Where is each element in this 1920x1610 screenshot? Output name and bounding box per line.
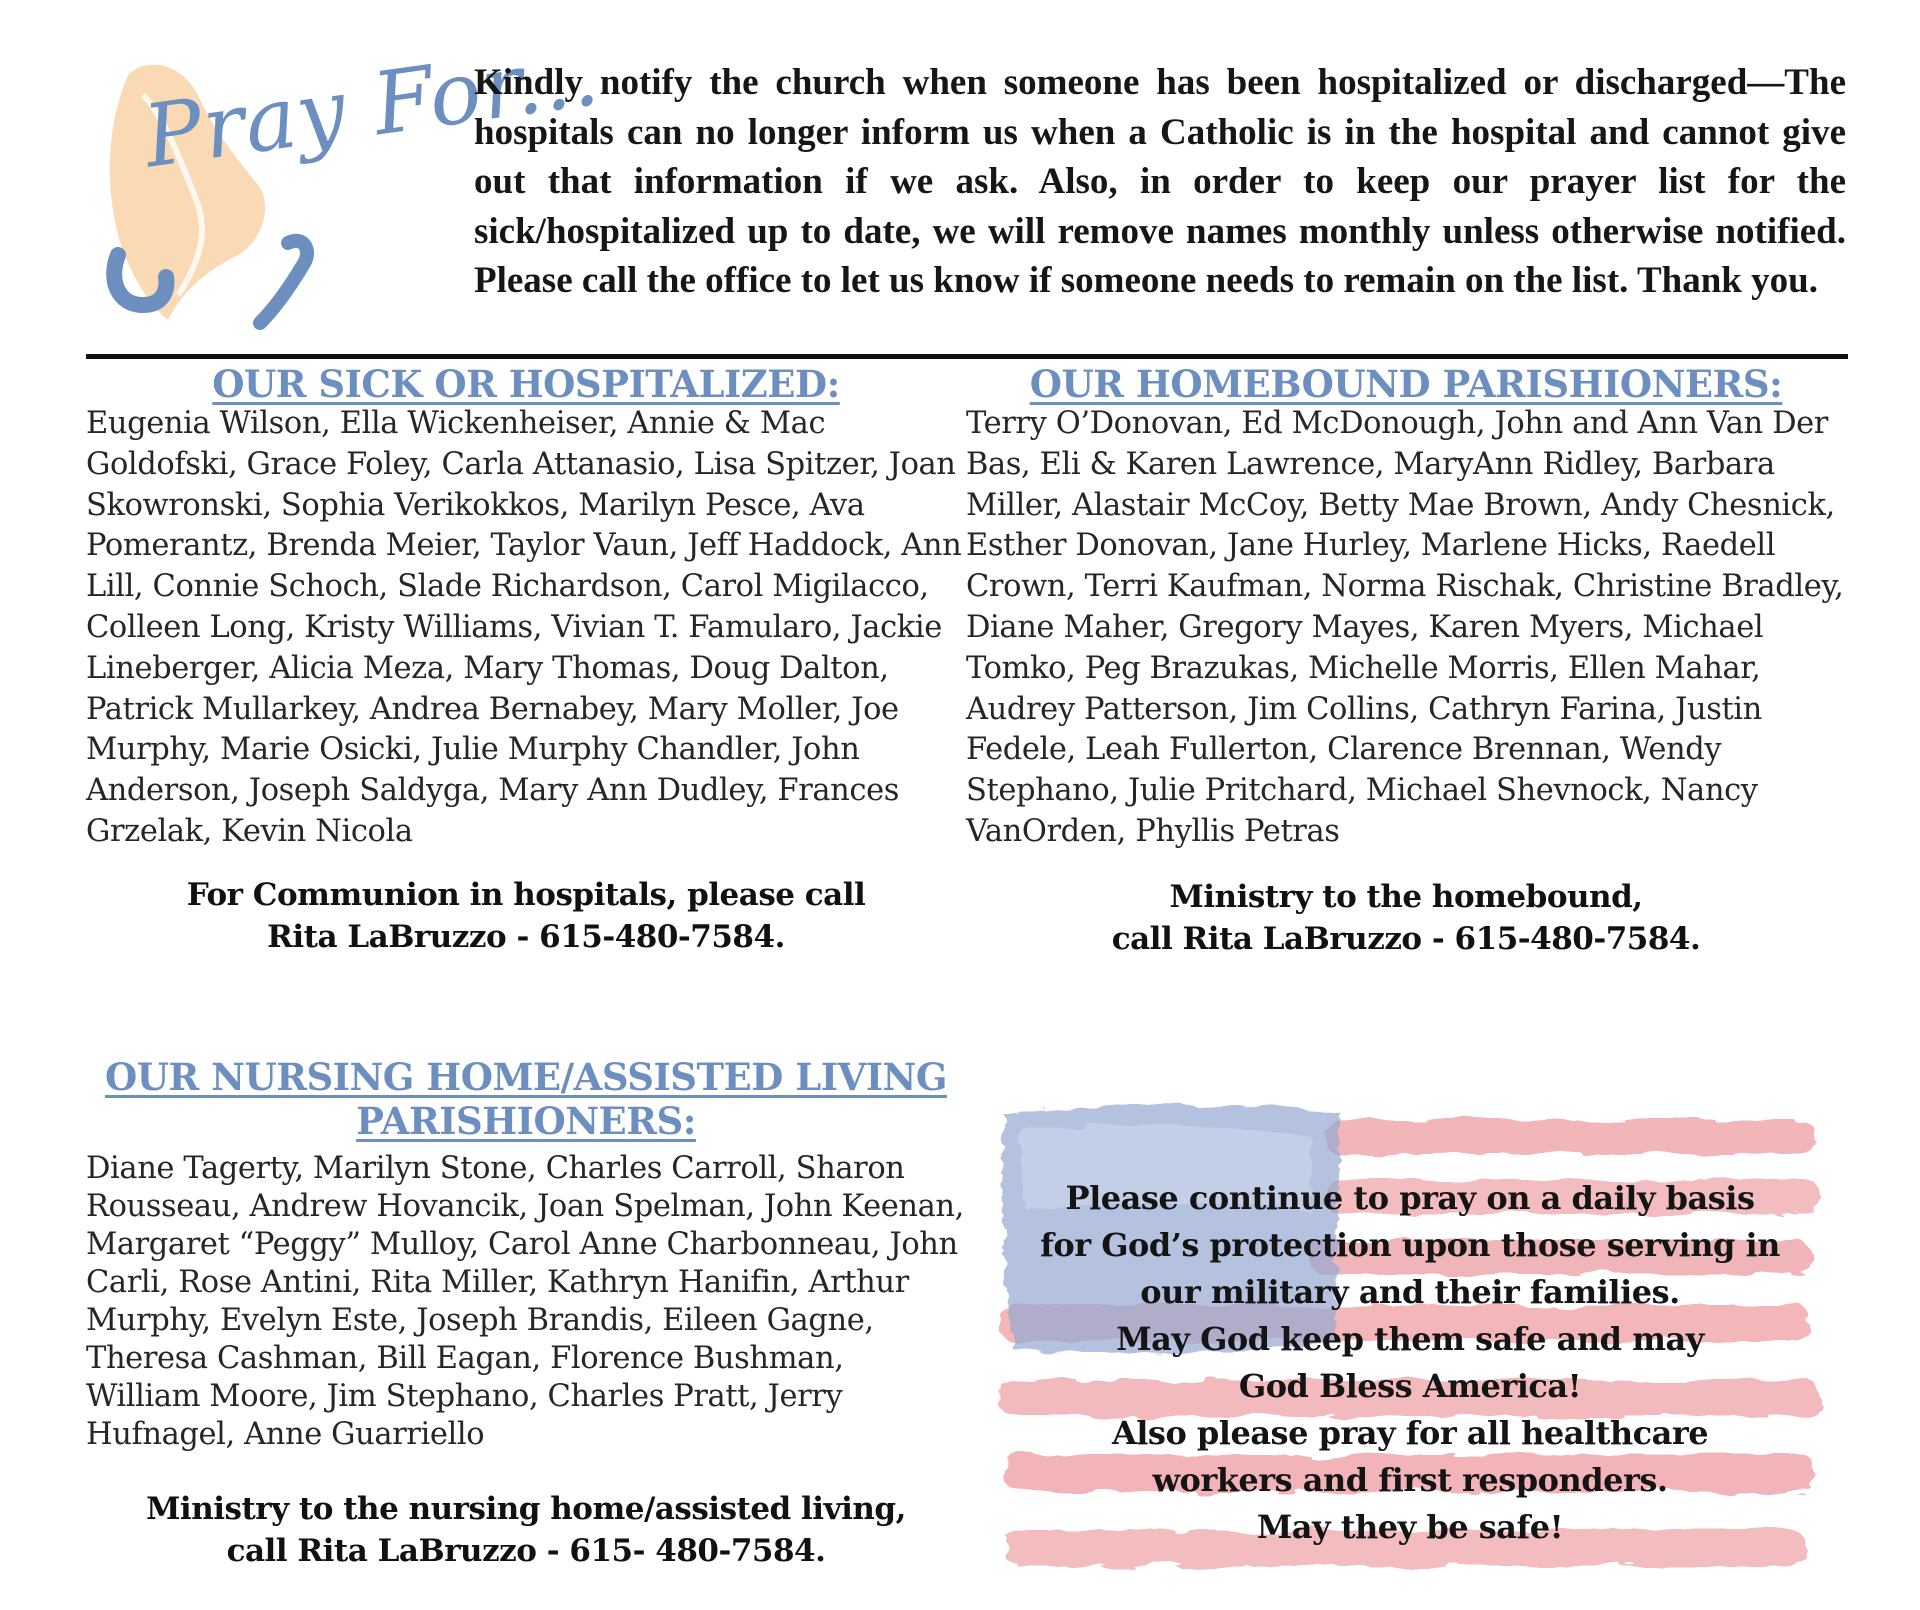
military-line: for God’s protection upon those serving in — [1040, 1226, 1780, 1264]
military-line: Also please pray for all healthcare — [1111, 1414, 1709, 1452]
intro-paragraph: Kindly notify the church when someone has been hospitalized or discharged—The hospitals can no longer inform us when a Catholic is in the hospital and cannot give out that information if we ask. Also, in order to keep our prayer list for the sick/hospitalized up to date, we will remove names monthly unless otherwise notified. Please call the office to let us know if someone needs to remain on the list. Thank you. — [474, 62, 1846, 301]
military-line: God Bless America! — [1238, 1367, 1582, 1405]
sick-contact — [86, 874, 966, 958]
logo-text: Pray For... — [138, 24, 606, 188]
nursing-contact — [86, 1488, 966, 1572]
section-divider — [86, 354, 1848, 359]
nursing-heading — [86, 1055, 966, 1143]
nursing-names-list: Diane Tagerty, Marilyn Stone, Charles Carroll, Sharon Rousseau, Andrew Hovancik, Joan Spelman, John Keenan, Margaret “Peggy” Mulloy, Carol Anne Charbonneau, John Carli, Rose Antini, Rita Miller, Kathryn Hanifin, Arthur Murphy, Evelyn Este, Joseph Brandis, Eileen Gagne, Theresa Cashman, Bill Eagan, Florence Bushman, William Moore, Jim Stephano, Charles Pratt, Jerry Hufnagel, Anne Guarriello — [86, 1151, 964, 1452]
nursing-contact-line2: call Rita LaBruzzo - 615- 480-7584. — [226, 1533, 826, 1569]
sick-heading: OUR SICK OR HOSPITALIZED: — [212, 362, 840, 406]
sick-contact-line1: For Communion in hospitals, please call — [186, 877, 866, 913]
military-line: May they be safe! — [1256, 1508, 1564, 1546]
military-line: Please continue to pray on a daily basis — [1065, 1179, 1755, 1217]
nursing-heading-line1: OUR NURSING HOME/ASSISTED LIVING — [105, 1055, 947, 1099]
homebound-names-list: Terry O’Donovan, Ed McDonough, John and Ann Van Der Bas, Eli & Karen Lawrence, MaryAnn Ridley, Barbara Miller, Alastair McCoy, Betty Mae Brown, Andy Chesnick, Esther Donovan, Jane Hurley, Marlene Hicks, Raedell Crown, Terri Kaufman, Norma Rischak, Christine Bradley, Diane Maher, Gregory Mayes, Karen Myers, Michael Tomko, Peg Brazukas, Michelle Morris, Ellen Mahar, Audrey Patterson, Jim Collins, Cathryn Farina, Justin Fedele, Leah Fullerton, Clarence Brennan, Wendy Stephano, Julie Pritchard, Michael Shevnock, Nancy VanOrden, Phyllis Petras — [966, 406, 1844, 849]
homebound-contact — [966, 876, 1846, 960]
nursing-heading-line2: PARISHIONERS: — [356, 1099, 696, 1143]
military-line: our military and their families. — [1140, 1273, 1680, 1311]
military-prayer-text — [990, 1175, 1830, 1551]
homebound-heading: OUR HOMEBOUND PARISHIONERS: — [1029, 362, 1783, 406]
military-line: workers and first responders. — [1152, 1461, 1668, 1499]
sick-contact-line2: Rita LaBruzzo - 615-480-7584. — [267, 919, 785, 955]
military-line: May God keep them safe and may — [1116, 1320, 1704, 1358]
nursing-contact-line1: Ministry to the nursing home/assisted living, — [146, 1491, 906, 1527]
homebound-contact-line2: call Rita LaBruzzo - 615-480-7584. — [1111, 921, 1701, 957]
homebound-contact-line1: Ministry to the homebound, — [1169, 879, 1643, 915]
sick-names-list: Eugenia Wilson, Ella Wickenheiser, Annie & Mac Goldofski, Grace Foley, Carla Attanasio, Lisa Spitzer, Joan Skowronski, Sophia Verikokkos, Marilyn Pesce, Ava Pomerantz, Brenda Meier, Taylor Vaun, Jeff Haddock, Ann Lill, Connie Schoch, Slade Richardson, Carol Migilacco, Colleen Long, Kristy Williams, Vivian T. Famularo, Jackie Lineberger, Alicia Meza, Mary Thomas, Doug Dalton, Patrick Mullarkey, Andrea Bernabey, Mary Moller, Joe Murphy, Marie Osicki, Julie Murphy Chandler, John Anderson, Joseph Saldyga, Mary Ann Dudley, Frances Grzelak, Kevin Nicola — [86, 406, 962, 849]
